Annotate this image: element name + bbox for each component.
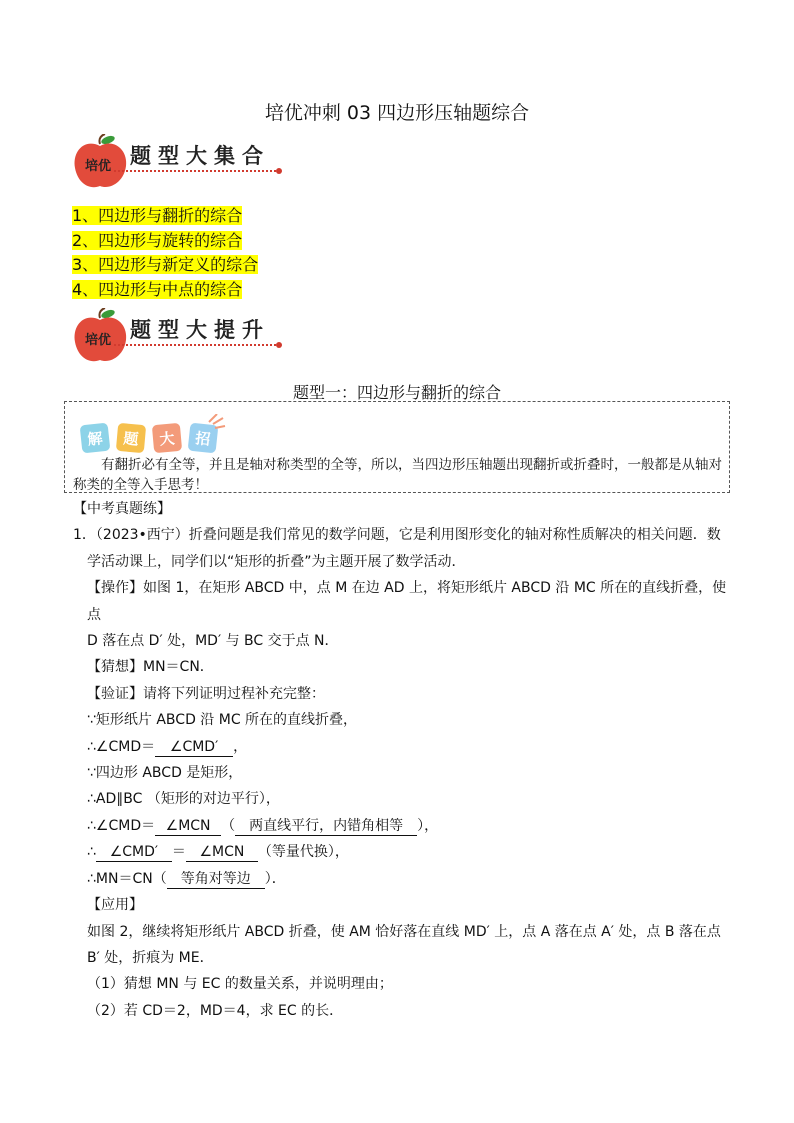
verify-text: 【验证】请将下列证明过程补充完整：: [87, 685, 325, 702]
svg-text:培优: 培优: [84, 333, 112, 348]
banner-type-collection: [72, 128, 277, 190]
svg-text:招: 招: [194, 429, 212, 449]
proof-step: ∴∠CMD＝ ∠MCN （ 两直线平行，内错角相等 ），: [87, 817, 439, 834]
answer-blank: 等角对等边: [167, 870, 265, 889]
apple-icon: [72, 308, 128, 364]
problem-intro-cont: 学活动课上，同学们以“矩形的折叠”为主题开展了数学活动．: [87, 553, 466, 570]
proof-step: ∴AD∥BC （矩形的对边平行），: [87, 791, 280, 808]
list-item: 1、四边形与翻折的综合: [72, 206, 243, 225]
svg-text:解: 解: [86, 429, 104, 449]
apply-text: 如图 2，继续将矩形纸片 ABCD 折叠，使 AM 恰好落在直线 MD′ 上，点 A 落在点 A′ 处，点 B 落在点: [87, 923, 721, 940]
answer-blank: 两直线平行，内错角相等: [235, 817, 417, 836]
banner-title: 题型大集合: [130, 143, 270, 168]
apply-text-cont: B′ 处，折痕为 ME．: [87, 949, 214, 966]
apple-icon: [72, 134, 128, 190]
tip-box: [64, 401, 730, 493]
operation-text-cont: D 落在点 D′ 处，MD′ 与 BC 交于点 N．: [87, 633, 339, 650]
guess-text: 【猜想】MN＝CN．: [87, 659, 214, 676]
tip-blocks-icon: [77, 414, 227, 456]
dotted-underline: [114, 344, 276, 346]
page-title: 培优冲刺 03 四边形压轴题综合: [264, 102, 530, 124]
proof-step: ∵四边形 ABCD 是矩形，: [87, 765, 243, 782]
answer-blank: ∠CMD′: [96, 843, 172, 862]
problem-content: [73, 496, 729, 1024]
problem-intro: 1．（2023•西宁）折叠问题是我们常见的数学问题，它是利用图形变化的轴对称性质解决的相关问题．数: [73, 527, 721, 544]
list-item: 3、四边形与新定义的综合: [72, 255, 259, 274]
apply-heading: 【应用】: [87, 897, 143, 914]
proof-step: ∴MN＝CN（ 等角对等边 ）．: [87, 870, 286, 887]
svg-text:大: 大: [158, 429, 176, 449]
dotted-underline: [114, 170, 276, 172]
section-title: 题型一：四边形与翻折的综合: [292, 383, 501, 402]
operation-text: 【操作】如图 1，在矩形 ABCD 中，点 M 在边 AD 上，将矩形纸片 ABCD 沿 MC 所在的直线折叠，使点: [87, 580, 727, 623]
proof-step: ∴ ∠CMD′ ＝ ∠MCN （等量代换），: [87, 844, 349, 861]
type-list: [72, 204, 258, 302]
list-item: 4、四边形与中点的综合: [72, 279, 243, 299]
question-1: （1）猜想 MN 与 EC 的数量关系，并说明理由；: [87, 976, 393, 993]
question-2: （2）若 CD＝2，MD＝4，求 EC 的长．: [87, 1002, 344, 1019]
answer-blank: ∠CMD′: [155, 738, 233, 757]
proof-step: ∴∠CMD＝ ∠CMD′ ，: [87, 738, 248, 755]
proof-step: ∵矩形纸片 ABCD 沿 MC 所在的直线折叠，: [87, 712, 358, 729]
banner-type-improve: [72, 302, 277, 364]
answer-blank: ∠MCN: [155, 817, 221, 836]
problem-heading: 【中考真题练】: [73, 501, 171, 517]
tip-text: 有翻折必有全等，并且是轴对称类型的全等，所以，当四边形压轴题出现翻折或折叠时，一般都是从轴对称类的全等入手思考！: [73, 457, 722, 493]
list-item: 2、四边形与旋转的综合: [72, 230, 243, 250]
banner-title: 题型大提升: [130, 317, 270, 342]
svg-text:培优: 培优: [84, 159, 112, 174]
svg-text:题: 题: [122, 429, 140, 449]
answer-blank: ∠MCN: [186, 843, 258, 862]
